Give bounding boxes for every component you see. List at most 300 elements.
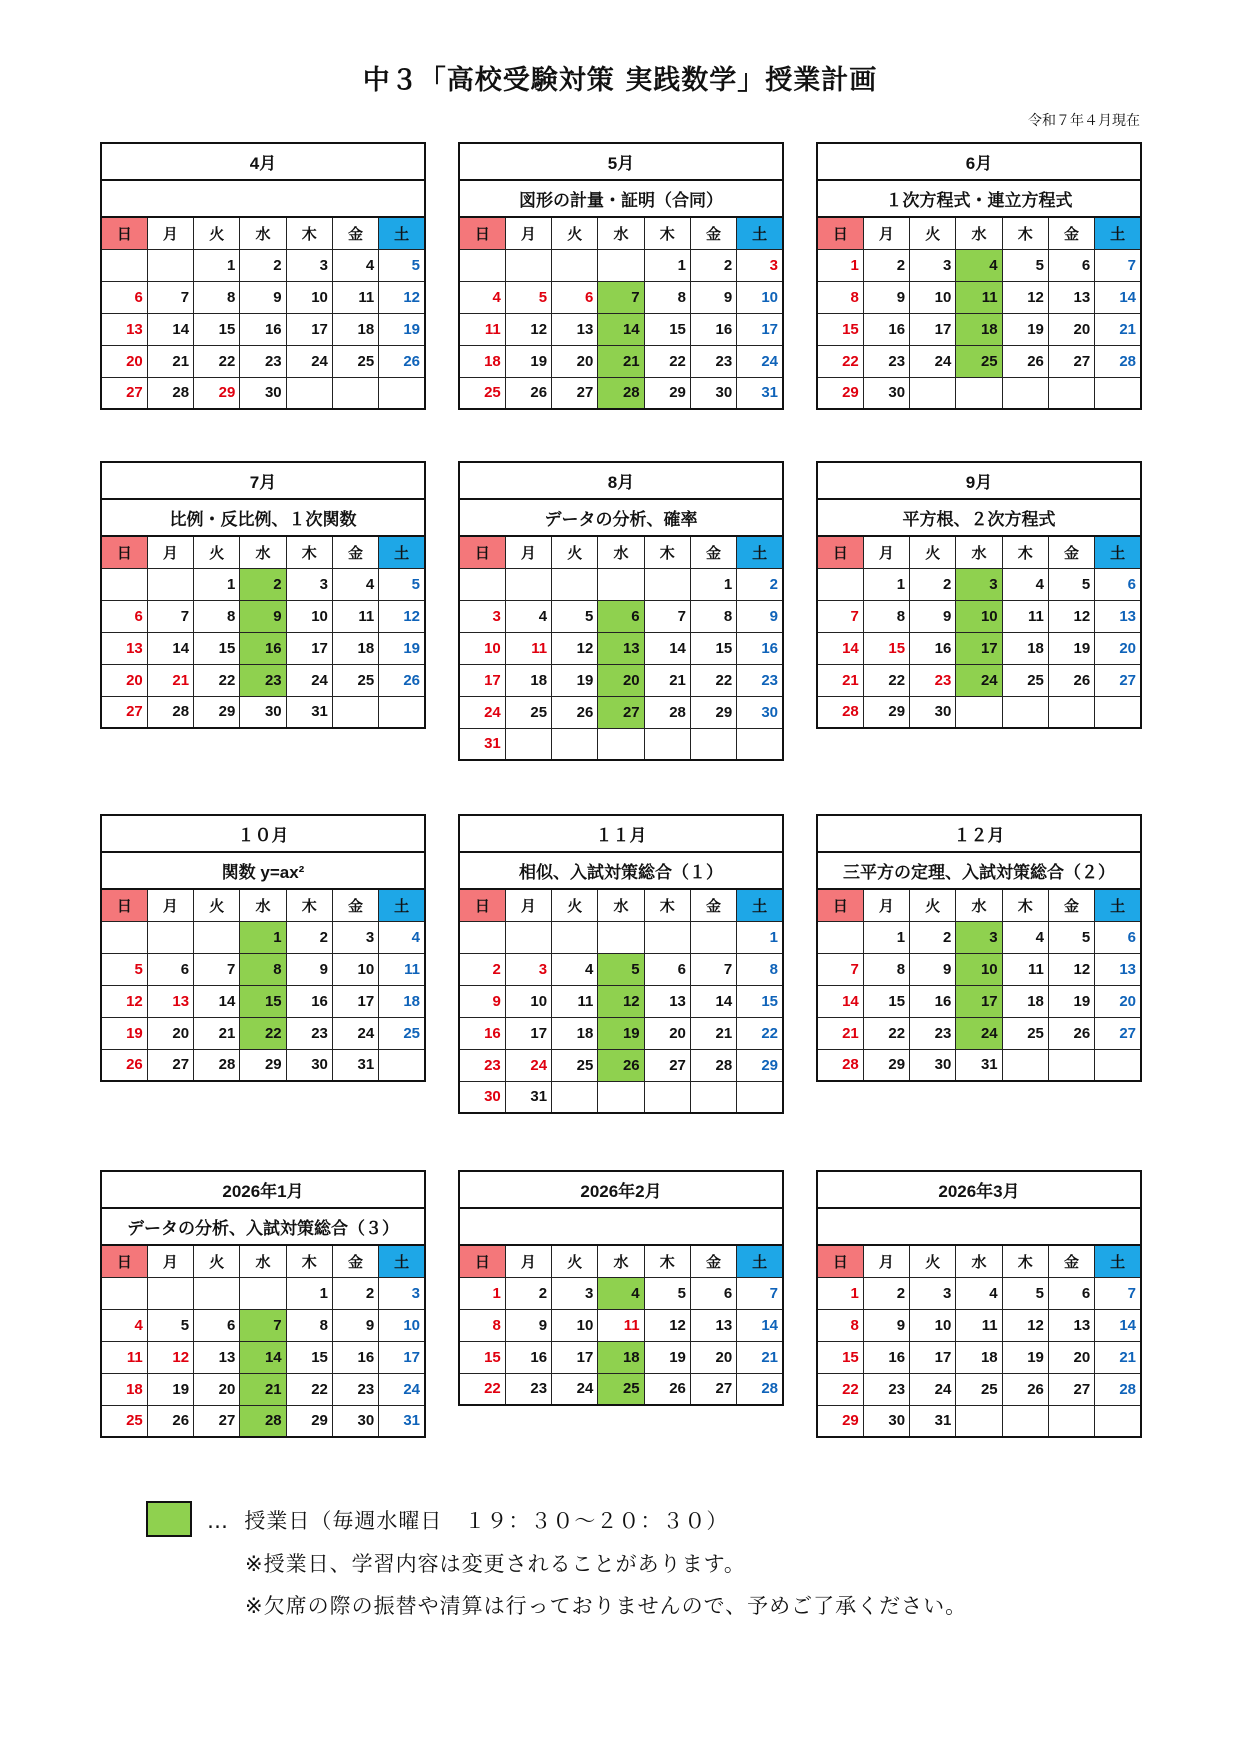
day-cell: 12 bbox=[147, 1341, 193, 1373]
day-cell bbox=[1048, 377, 1094, 409]
day-cell: 7 bbox=[817, 600, 863, 632]
day-cell bbox=[1048, 1049, 1094, 1081]
day-cell: 23 bbox=[459, 1049, 505, 1081]
weekday-header: 月 bbox=[863, 217, 909, 249]
weekday-header: 月 bbox=[863, 536, 909, 568]
day-cell: 21 bbox=[194, 1017, 240, 1049]
day-cell: 25 bbox=[956, 345, 1002, 377]
day-cell: 31 bbox=[956, 1049, 1002, 1081]
week-row bbox=[101, 313, 425, 345]
weekday-header: 水 bbox=[956, 217, 1002, 249]
weekday-header: 木 bbox=[286, 1245, 332, 1277]
week-row bbox=[459, 377, 783, 409]
day-cell bbox=[737, 1081, 783, 1113]
week-row bbox=[459, 345, 783, 377]
day-cell bbox=[459, 249, 505, 281]
day-cell: 3 bbox=[956, 921, 1002, 953]
week-row bbox=[459, 1373, 783, 1405]
weekday-header: 日 bbox=[817, 217, 863, 249]
week-row bbox=[817, 1373, 1141, 1405]
day-cell bbox=[552, 249, 598, 281]
day-cell: 22 bbox=[817, 1373, 863, 1405]
week-row bbox=[101, 985, 425, 1017]
day-cell bbox=[379, 696, 425, 728]
weekday-header: 月 bbox=[505, 217, 551, 249]
day-cell: 18 bbox=[552, 1017, 598, 1049]
day-cell: 21 bbox=[1095, 313, 1141, 345]
day-cell: 14 bbox=[817, 632, 863, 664]
week-row bbox=[817, 313, 1141, 345]
day-cell: 15 bbox=[459, 1341, 505, 1373]
day-cell: 18 bbox=[956, 313, 1002, 345]
day-cell: 4 bbox=[1002, 921, 1048, 953]
day-cell: 17 bbox=[459, 664, 505, 696]
weekday-header: 火 bbox=[552, 536, 598, 568]
day-cell: 11 bbox=[956, 1309, 1002, 1341]
day-cell: 9 bbox=[332, 1309, 378, 1341]
day-cell: 1 bbox=[194, 568, 240, 600]
day-cell: 28 bbox=[147, 696, 193, 728]
weekday-header: 金 bbox=[1048, 217, 1094, 249]
weekday-header: 月 bbox=[863, 889, 909, 921]
day-cell bbox=[690, 921, 736, 953]
day-cell: 5 bbox=[379, 249, 425, 281]
day-cell: 20 bbox=[101, 664, 147, 696]
day-cell: 19 bbox=[1048, 985, 1094, 1017]
weekday-header: 火 bbox=[910, 1245, 956, 1277]
week-row bbox=[101, 696, 425, 728]
day-cell bbox=[147, 568, 193, 600]
day-cell: 26 bbox=[379, 345, 425, 377]
day-cell: 19 bbox=[505, 345, 551, 377]
class-day-legend-swatch bbox=[146, 1501, 192, 1537]
page-title: 中３「高校受験対策 実践数学」授業計画 bbox=[362, 65, 878, 96]
day-cell: 2 bbox=[737, 568, 783, 600]
day-cell: 17 bbox=[286, 632, 332, 664]
day-cell: 16 bbox=[459, 1017, 505, 1049]
month-topic: データの分析、確率 bbox=[459, 499, 783, 536]
day-cell bbox=[1095, 377, 1141, 409]
day-cell: 13 bbox=[1095, 600, 1141, 632]
day-cell: 5 bbox=[505, 281, 551, 313]
day-cell: 16 bbox=[240, 313, 286, 345]
day-cell: 18 bbox=[459, 345, 505, 377]
day-cell: 14 bbox=[194, 985, 240, 1017]
day-cell: 6 bbox=[101, 600, 147, 632]
week-row bbox=[817, 377, 1141, 409]
month-topic bbox=[459, 1208, 783, 1245]
day-cell: 29 bbox=[194, 696, 240, 728]
day-cell: 16 bbox=[863, 313, 909, 345]
day-cell: 13 bbox=[1095, 953, 1141, 985]
day-cell: 20 bbox=[1048, 1341, 1094, 1373]
day-cell: 27 bbox=[1048, 345, 1094, 377]
day-cell: 21 bbox=[147, 664, 193, 696]
weekday-header: 日 bbox=[817, 1245, 863, 1277]
day-cell bbox=[101, 249, 147, 281]
month-name: 8月 bbox=[459, 462, 783, 499]
month-name: １２月 bbox=[817, 815, 1141, 852]
weekday-header: 土 bbox=[737, 889, 783, 921]
weekday-header: 日 bbox=[459, 217, 505, 249]
day-cell: 19 bbox=[644, 1341, 690, 1373]
month-table bbox=[458, 142, 784, 410]
day-cell: 16 bbox=[737, 632, 783, 664]
day-cell: 6 bbox=[147, 953, 193, 985]
day-cell: 8 bbox=[644, 281, 690, 313]
day-cell: 24 bbox=[956, 1017, 1002, 1049]
day-cell: 2 bbox=[459, 953, 505, 985]
weekday-header: 木 bbox=[286, 536, 332, 568]
weekday-header: 火 bbox=[552, 889, 598, 921]
day-cell: 7 bbox=[737, 1277, 783, 1309]
month-table bbox=[816, 1170, 1142, 1438]
day-cell: 25 bbox=[101, 1405, 147, 1437]
day-cell bbox=[552, 728, 598, 760]
day-cell: 12 bbox=[644, 1309, 690, 1341]
day-cell bbox=[1002, 696, 1048, 728]
day-cell: 6 bbox=[194, 1309, 240, 1341]
day-cell: 11 bbox=[505, 632, 551, 664]
month-topic: 相似、入試対策総合（１） bbox=[459, 852, 783, 889]
week-row bbox=[817, 1309, 1141, 1341]
week-row bbox=[101, 921, 425, 953]
day-cell: 4 bbox=[956, 249, 1002, 281]
day-cell: 23 bbox=[910, 664, 956, 696]
day-cell: 24 bbox=[286, 345, 332, 377]
day-cell: 1 bbox=[817, 249, 863, 281]
weekday-header: 土 bbox=[1095, 536, 1141, 568]
day-cell: 21 bbox=[598, 345, 644, 377]
day-cell bbox=[552, 921, 598, 953]
month-calendar bbox=[458, 461, 784, 761]
day-cell: 20 bbox=[598, 664, 644, 696]
weekday-header: 日 bbox=[101, 1245, 147, 1277]
weekday-header: 水 bbox=[598, 1245, 644, 1277]
day-cell: 11 bbox=[332, 281, 378, 313]
week-row bbox=[459, 921, 783, 953]
day-cell: 4 bbox=[332, 249, 378, 281]
day-cell: 12 bbox=[1002, 1309, 1048, 1341]
day-cell: 24 bbox=[910, 345, 956, 377]
day-cell: 1 bbox=[863, 921, 909, 953]
day-cell: 20 bbox=[552, 345, 598, 377]
day-cell: 6 bbox=[598, 600, 644, 632]
weekday-header: 日 bbox=[101, 889, 147, 921]
day-cell: 15 bbox=[817, 1341, 863, 1373]
day-cell: 23 bbox=[286, 1017, 332, 1049]
day-cell: 18 bbox=[956, 1341, 1002, 1373]
day-cell: 1 bbox=[690, 568, 736, 600]
week-row bbox=[817, 249, 1141, 281]
day-cell: 21 bbox=[737, 1341, 783, 1373]
month-table bbox=[100, 814, 426, 1082]
day-cell bbox=[644, 728, 690, 760]
month-name: 7月 bbox=[101, 462, 425, 499]
day-cell: 30 bbox=[240, 377, 286, 409]
day-cell: 18 bbox=[1002, 632, 1048, 664]
month-calendar bbox=[458, 814, 784, 1114]
week-row bbox=[817, 1341, 1141, 1373]
weekday-header: 火 bbox=[910, 889, 956, 921]
weekday-header: 木 bbox=[644, 1245, 690, 1277]
day-cell: 16 bbox=[286, 985, 332, 1017]
day-cell bbox=[1095, 1405, 1141, 1437]
day-cell: 30 bbox=[459, 1081, 505, 1113]
weekday-header: 日 bbox=[101, 217, 147, 249]
month-name: １０月 bbox=[101, 815, 425, 852]
day-cell: 22 bbox=[817, 345, 863, 377]
weekday-header: 水 bbox=[598, 536, 644, 568]
day-cell: 26 bbox=[1048, 664, 1094, 696]
day-cell: 15 bbox=[194, 632, 240, 664]
day-cell: 17 bbox=[505, 1017, 551, 1049]
day-cell: 25 bbox=[379, 1017, 425, 1049]
day-cell: 29 bbox=[737, 1049, 783, 1081]
day-cell: 10 bbox=[379, 1309, 425, 1341]
day-cell: 18 bbox=[505, 664, 551, 696]
weekday-header: 日 bbox=[101, 536, 147, 568]
day-cell: 9 bbox=[690, 281, 736, 313]
weekday-header: 金 bbox=[690, 1245, 736, 1277]
day-cell: 6 bbox=[1095, 921, 1141, 953]
day-cell: 26 bbox=[1002, 1373, 1048, 1405]
day-cell: 18 bbox=[101, 1373, 147, 1405]
day-cell: 19 bbox=[1002, 313, 1048, 345]
day-cell: 19 bbox=[101, 1017, 147, 1049]
day-cell: 24 bbox=[552, 1373, 598, 1405]
day-cell: 2 bbox=[286, 921, 332, 953]
day-cell: 8 bbox=[863, 953, 909, 985]
day-cell: 29 bbox=[690, 696, 736, 728]
day-cell: 31 bbox=[286, 696, 332, 728]
day-cell: 19 bbox=[1002, 1341, 1048, 1373]
weekday-header: 金 bbox=[1048, 889, 1094, 921]
week-row bbox=[459, 313, 783, 345]
weekday-header: 土 bbox=[1095, 889, 1141, 921]
month-table bbox=[816, 461, 1142, 729]
day-cell: 8 bbox=[194, 281, 240, 313]
day-cell: 13 bbox=[644, 985, 690, 1017]
weekday-header: 土 bbox=[737, 536, 783, 568]
day-cell: 13 bbox=[101, 313, 147, 345]
day-cell: 11 bbox=[598, 1309, 644, 1341]
month-name: 5月 bbox=[459, 143, 783, 180]
day-cell: 1 bbox=[644, 249, 690, 281]
day-cell bbox=[1095, 1049, 1141, 1081]
day-cell: 10 bbox=[286, 600, 332, 632]
week-row bbox=[817, 345, 1141, 377]
week-row bbox=[101, 345, 425, 377]
day-cell: 11 bbox=[101, 1341, 147, 1373]
week-row bbox=[459, 249, 783, 281]
day-cell: 20 bbox=[147, 1017, 193, 1049]
day-cell: 30 bbox=[737, 696, 783, 728]
day-cell: 18 bbox=[332, 313, 378, 345]
day-cell bbox=[644, 921, 690, 953]
week-row bbox=[459, 1049, 783, 1081]
day-cell: 29 bbox=[817, 377, 863, 409]
day-cell: 5 bbox=[1048, 921, 1094, 953]
day-cell: 6 bbox=[1095, 568, 1141, 600]
day-cell: 24 bbox=[505, 1049, 551, 1081]
day-cell: 6 bbox=[101, 281, 147, 313]
day-cell: 9 bbox=[240, 600, 286, 632]
weekday-header: 日 bbox=[459, 1245, 505, 1277]
month-name: 4月 bbox=[101, 143, 425, 180]
day-cell: 16 bbox=[863, 1341, 909, 1373]
day-cell: 31 bbox=[910, 1405, 956, 1437]
day-cell: 3 bbox=[956, 568, 1002, 600]
weekday-header: 木 bbox=[286, 217, 332, 249]
day-cell: 5 bbox=[644, 1277, 690, 1309]
day-cell: 3 bbox=[737, 249, 783, 281]
day-cell: 3 bbox=[505, 953, 551, 985]
day-cell: 25 bbox=[1002, 664, 1048, 696]
day-cell: 25 bbox=[332, 664, 378, 696]
day-cell: 28 bbox=[1095, 345, 1141, 377]
day-cell: 19 bbox=[1048, 632, 1094, 664]
day-cell: 26 bbox=[101, 1049, 147, 1081]
day-cell: 5 bbox=[1048, 568, 1094, 600]
day-cell: 8 bbox=[194, 600, 240, 632]
week-row bbox=[817, 921, 1141, 953]
day-cell: 20 bbox=[1095, 632, 1141, 664]
day-cell: 27 bbox=[101, 696, 147, 728]
day-cell: 26 bbox=[1048, 1017, 1094, 1049]
day-cell: 17 bbox=[910, 1341, 956, 1373]
day-cell: 1 bbox=[863, 568, 909, 600]
day-cell bbox=[379, 377, 425, 409]
day-cell: 7 bbox=[690, 953, 736, 985]
week-row bbox=[101, 664, 425, 696]
legend-text: 授業日（毎週水曜日 １９：３０～２０：３０） bbox=[244, 1509, 729, 1533]
day-cell: 4 bbox=[552, 953, 598, 985]
day-cell: 3 bbox=[459, 600, 505, 632]
week-row bbox=[101, 632, 425, 664]
day-cell bbox=[598, 1081, 644, 1113]
day-cell bbox=[690, 1081, 736, 1113]
day-cell: 1 bbox=[286, 1277, 332, 1309]
day-cell: 2 bbox=[863, 249, 909, 281]
day-cell: 14 bbox=[598, 313, 644, 345]
day-cell: 25 bbox=[459, 377, 505, 409]
day-cell bbox=[332, 377, 378, 409]
weekday-header: 木 bbox=[1002, 217, 1048, 249]
weekday-header: 水 bbox=[240, 536, 286, 568]
day-cell bbox=[194, 1277, 240, 1309]
day-cell: 11 bbox=[956, 281, 1002, 313]
day-cell: 15 bbox=[690, 632, 736, 664]
day-cell: 22 bbox=[644, 345, 690, 377]
weekday-header: 火 bbox=[194, 889, 240, 921]
day-cell: 21 bbox=[147, 345, 193, 377]
day-cell: 20 bbox=[1048, 313, 1094, 345]
weekday-header: 水 bbox=[956, 889, 1002, 921]
week-row bbox=[459, 1309, 783, 1341]
day-cell: 4 bbox=[332, 568, 378, 600]
day-cell: 9 bbox=[910, 953, 956, 985]
month-calendar bbox=[100, 814, 426, 1082]
day-cell: 30 bbox=[863, 1405, 909, 1437]
day-cell: 20 bbox=[1095, 985, 1141, 1017]
month-table bbox=[458, 1170, 784, 1406]
day-cell: 1 bbox=[737, 921, 783, 953]
day-cell: 30 bbox=[332, 1405, 378, 1437]
weekday-header: 火 bbox=[910, 536, 956, 568]
weekday-header: 水 bbox=[598, 889, 644, 921]
day-cell: 13 bbox=[101, 632, 147, 664]
day-cell: 23 bbox=[737, 664, 783, 696]
day-cell: 9 bbox=[863, 1309, 909, 1341]
week-row bbox=[101, 1341, 425, 1373]
week-row bbox=[817, 632, 1141, 664]
day-cell bbox=[1095, 696, 1141, 728]
day-cell bbox=[194, 921, 240, 953]
day-cell bbox=[240, 1277, 286, 1309]
weekday-header: 土 bbox=[1095, 1245, 1141, 1277]
day-cell: 3 bbox=[379, 1277, 425, 1309]
day-cell: 19 bbox=[598, 1017, 644, 1049]
day-cell: 23 bbox=[332, 1373, 378, 1405]
week-row bbox=[817, 281, 1141, 313]
note-no-refund: ※欠席の際の振替や清算は行っておりませんので、予めご了承ください。 bbox=[245, 1594, 968, 1618]
day-cell: 15 bbox=[286, 1341, 332, 1373]
weekday-header: 火 bbox=[910, 217, 956, 249]
day-cell: 9 bbox=[737, 600, 783, 632]
month-topic: データの分析、入試対策総合（３） bbox=[101, 1208, 425, 1245]
month-table bbox=[816, 814, 1142, 1082]
day-cell: 11 bbox=[459, 313, 505, 345]
day-cell: 8 bbox=[817, 281, 863, 313]
month-table bbox=[816, 142, 1142, 410]
month-name: 2026年2月 bbox=[459, 1171, 783, 1208]
day-cell: 6 bbox=[1048, 1277, 1094, 1309]
day-cell: 31 bbox=[737, 377, 783, 409]
week-row bbox=[459, 953, 783, 985]
day-cell: 22 bbox=[863, 664, 909, 696]
day-cell: 5 bbox=[598, 953, 644, 985]
day-cell: 29 bbox=[194, 377, 240, 409]
weekday-header: 木 bbox=[1002, 889, 1048, 921]
day-cell: 1 bbox=[194, 249, 240, 281]
day-cell: 15 bbox=[644, 313, 690, 345]
week-row bbox=[817, 664, 1141, 696]
day-cell: 30 bbox=[240, 696, 286, 728]
month-topic bbox=[817, 1208, 1141, 1245]
day-cell: 2 bbox=[240, 568, 286, 600]
day-cell bbox=[956, 696, 1002, 728]
day-cell: 26 bbox=[552, 696, 598, 728]
day-cell: 27 bbox=[598, 696, 644, 728]
day-cell: 27 bbox=[1048, 1373, 1094, 1405]
day-cell: 3 bbox=[552, 1277, 598, 1309]
day-cell: 13 bbox=[552, 313, 598, 345]
day-cell: 24 bbox=[379, 1373, 425, 1405]
day-cell: 10 bbox=[332, 953, 378, 985]
day-cell: 13 bbox=[598, 632, 644, 664]
day-cell: 5 bbox=[552, 600, 598, 632]
day-cell: 2 bbox=[240, 249, 286, 281]
day-cell: 1 bbox=[459, 1277, 505, 1309]
day-cell bbox=[101, 1277, 147, 1309]
day-cell: 2 bbox=[690, 249, 736, 281]
weekday-header: 月 bbox=[863, 1245, 909, 1277]
day-cell: 23 bbox=[505, 1373, 551, 1405]
month-table bbox=[100, 142, 426, 410]
day-cell: 7 bbox=[644, 600, 690, 632]
month-table bbox=[100, 461, 426, 729]
